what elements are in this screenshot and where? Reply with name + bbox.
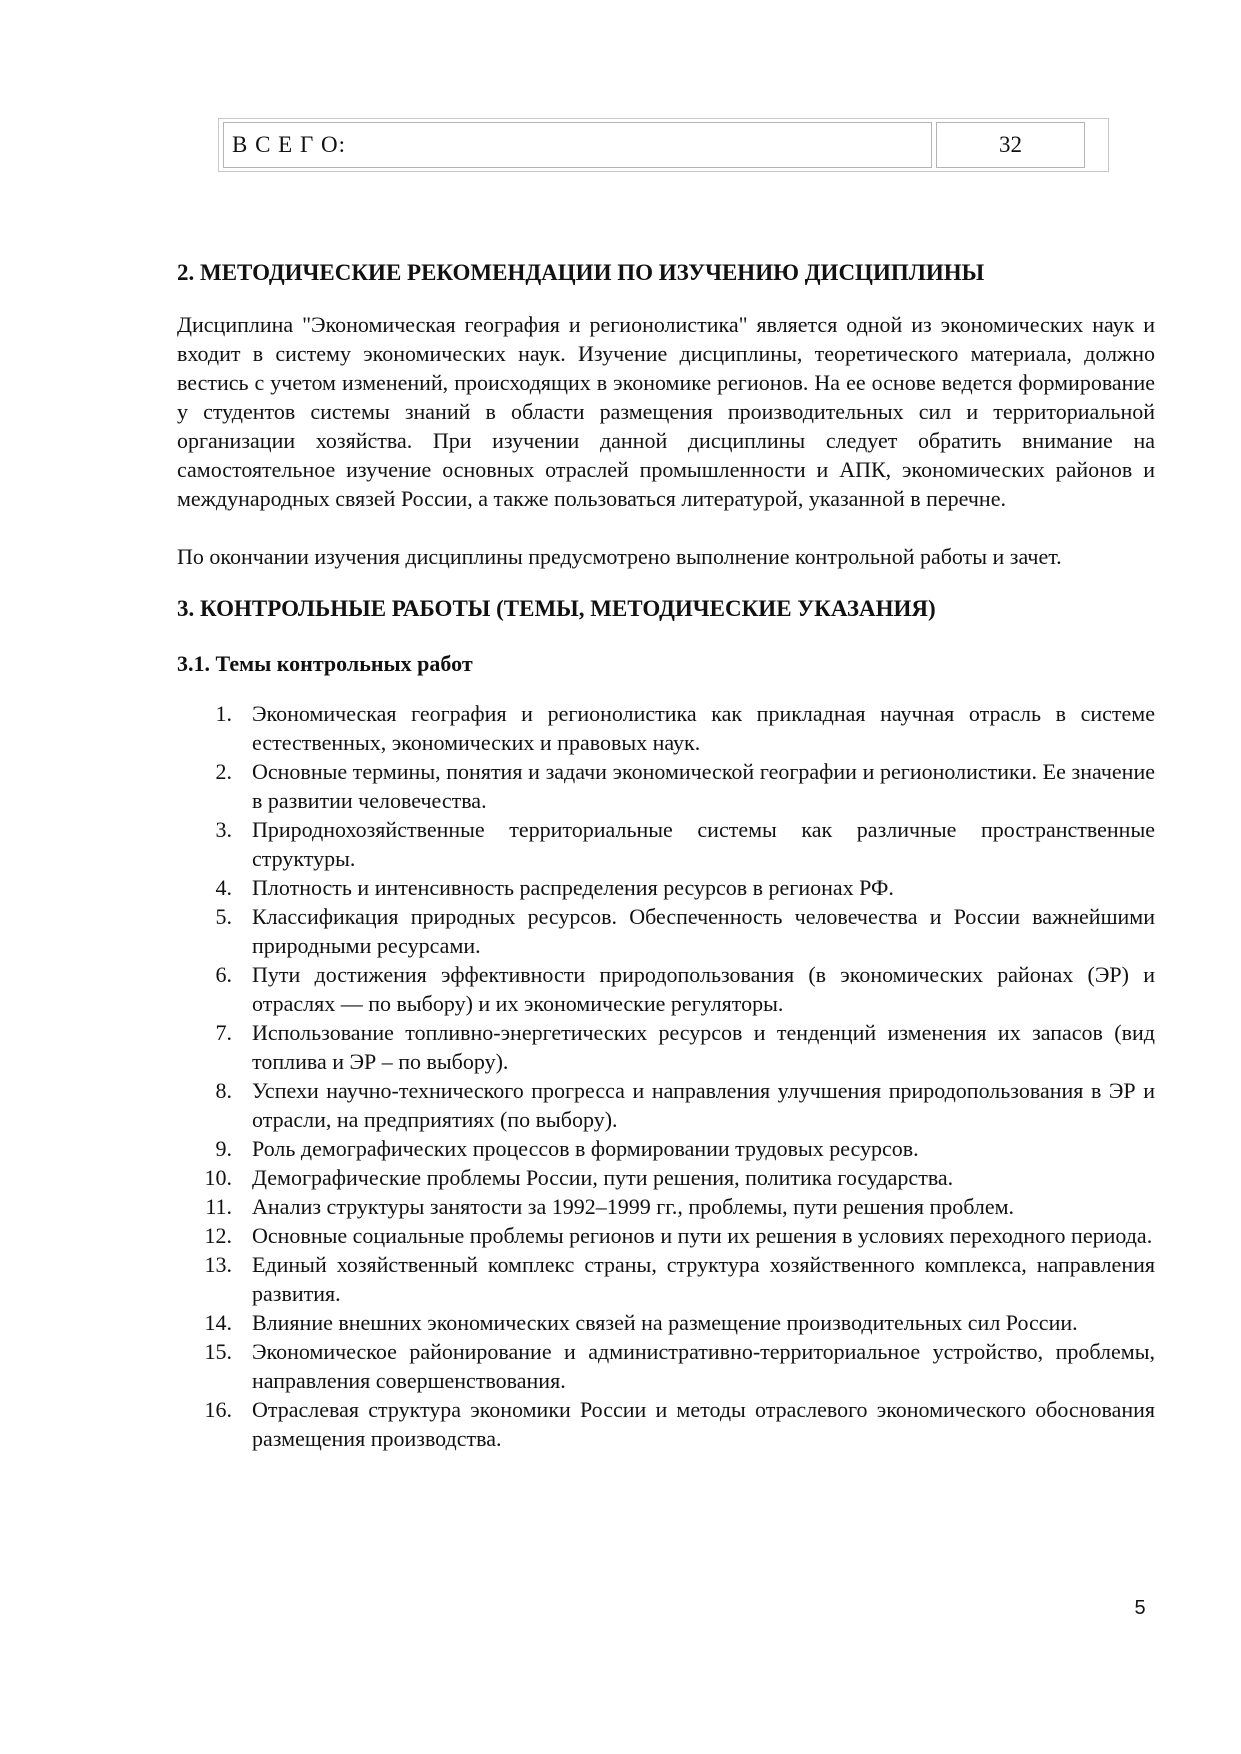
- list-item-number: 7.: [215, 1020, 232, 1045]
- total-table: [218, 118, 1109, 172]
- list-item: [177, 1250, 1155, 1308]
- section-2-paragraph-1: Дисциплина "Экономическая география и регионолистика" является одной из экономических наук и входит в систему экономических наук. Изучение дисциплины, теоретического материала, должно вестись с учетом изменений, происходящих в экономике регионов. На ее основе ведется формирование у студентов системы знаний в области размещения производительных сил и территориальной организации хозяйства. При изучении данной дисциплины следует обратить внимание на самостоятельное изучение основных отраслей промышленности и АПК, экономических районов и международных связей России, а также пользоваться литературой, указанной в перечне.: [177, 312, 1155, 511]
- list-item: [177, 815, 1155, 873]
- list-item: [177, 1308, 1155, 1337]
- list-item-text: Плотность и интенсивность распределения ресурсов в регионах РФ.: [252, 875, 894, 900]
- list-item: [177, 1192, 1155, 1221]
- list-item-text: Роль демографических процессов в формировании трудовых ресурсов.: [252, 1136, 919, 1161]
- list-item: [177, 699, 1155, 757]
- document-content: [177, 258, 1155, 1453]
- list-item-text: Успехи научно-технического прогресса и направления улучшения природопользования в ЭР и отрасли, на предприятиях (по выбору).: [252, 1078, 1155, 1132]
- list-item-text: Отраслевая структура экономики России и методы отраслевого экономического обоснования размещения производства.: [252, 1397, 1155, 1451]
- list-item: [177, 902, 1155, 960]
- list-item-text: Единый хозяйственный комплекс страны, структура хозяйственного комплекса, направления развития.: [252, 1252, 1155, 1306]
- list-item: [177, 1134, 1155, 1163]
- list-item-number: 10.: [204, 1165, 232, 1190]
- list-item-number: 4.: [215, 875, 232, 900]
- list-item-text: Влияние внешних экономических связей на размещение производительных сил России.: [252, 1310, 1078, 1335]
- list-item-number: 9.: [215, 1136, 232, 1161]
- list-item-text: Основные термины, понятия и задачи экономической географии и регионолистики. Ее значение в развитии человечества.: [252, 759, 1155, 813]
- list-item-number: 6.: [215, 962, 232, 987]
- list-item-text: Экономическое районирование и административно-территориальное устройство, проблемы, направления совершенствования.: [252, 1339, 1155, 1393]
- list-item-number: 5.: [215, 904, 232, 929]
- list-item: [177, 1395, 1155, 1453]
- list-item: [177, 1337, 1155, 1395]
- list-item: [177, 1076, 1155, 1134]
- list-item-number: 8.: [215, 1078, 232, 1103]
- list-item: [177, 1163, 1155, 1192]
- list-item-text: Классификация природных ресурсов. Обеспеченность человечества и России важнейшими природными ресурсами.: [252, 904, 1155, 958]
- topics-list: [177, 699, 1155, 1453]
- list-item-number: 12.: [204, 1223, 232, 1248]
- section-3-1-subtitle: 3.1. Темы контрольных работ: [177, 651, 473, 676]
- list-item-number: 11.: [205, 1194, 232, 1219]
- total-value-cell: 32: [936, 122, 1085, 168]
- section-2-paragraph-2: По окончании изучения дисциплины предусмотрено выполнение контрольной работы и зачет.: [177, 544, 1062, 569]
- page-number: 5: [1134, 1597, 1146, 1619]
- list-item-text: Анализ структуры занятости за 1992–1999 гг., проблемы, пути решения проблем.: [252, 1194, 1015, 1219]
- list-item: [177, 1018, 1155, 1076]
- total-label-cell: В С Е Г О:: [223, 122, 932, 168]
- list-item: [177, 757, 1155, 815]
- list-item-text: Использование топливно-энергетических ресурсов и тенденций изменения их запасов (вид топлива и ЭР – по выбору).: [252, 1020, 1155, 1074]
- list-item-text: Демографические проблемы России, пути решения, политика государства.: [252, 1165, 954, 1190]
- list-item-number: 16.: [204, 1397, 232, 1422]
- list-item-text: Основные социальные проблемы регионов и пути их решения в условиях переходного периода.: [252, 1223, 1153, 1248]
- list-item-number: 2.: [215, 759, 232, 784]
- list-item-text: Экономическая география и регионолистика как прикладная научная отрасль в системе естественных, экономических и правовых наук.: [252, 701, 1155, 755]
- section-3-title: 3. КОНТРОЛЬНЫЕ РАБОТЫ (ТЕМЫ, МЕТОДИЧЕСКИЕ УКАЗАНИЯ): [177, 596, 936, 621]
- list-item-text: Пути достижения эффективности природопользования (в экономических районах (ЭР) и отраслях — по выбору) и их экономические регуляторы.: [252, 962, 1155, 1016]
- section-2-title: 2. МЕТОДИЧЕСКИЕ РЕКОМЕНДАЦИИ ПО ИЗУЧЕНИЮ ДИСЦИПЛИНЫ: [177, 260, 985, 285]
- list-item-number: 15.: [204, 1339, 232, 1364]
- list-item-number: 13.: [204, 1252, 232, 1277]
- list-item-number: 3.: [215, 817, 232, 842]
- list-item: [177, 1221, 1155, 1250]
- list-item-text: Природнохозяйственные территориальные системы как различные пространственные структуры.: [252, 817, 1155, 871]
- list-item: [177, 873, 1155, 902]
- list-item: [177, 960, 1155, 1018]
- list-item-number: 1.: [215, 701, 232, 726]
- list-item-number: 14.: [204, 1310, 232, 1335]
